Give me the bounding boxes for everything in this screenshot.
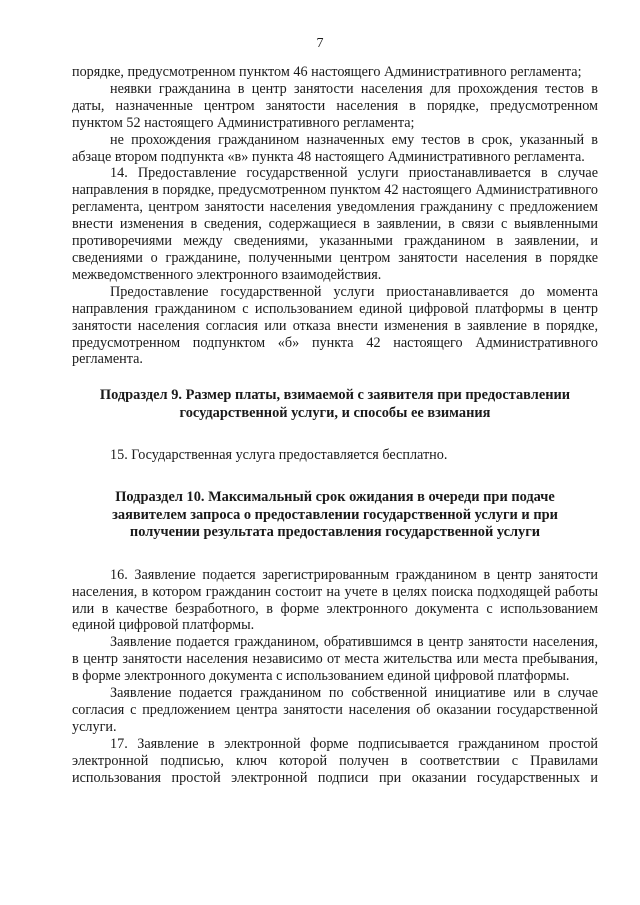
paragraph-no-show: неявки гражданина в центр занятости населения для прохождения тестов в даты, назначенные центром занятости населения в порядке, предусмотренном пунктом 52 настоящего Административного регламента; (72, 80, 598, 131)
paragraph-16: 16. Заявление подается зарегистрированным гражданином в центр занятости населения, в котором гражданин состоит на учете в целях поиска подходящей работы или в качестве безработного, в форме электронного документа с использованием единой цифровой платформы. (72, 566, 598, 634)
paragraph-15: 15. Государственная услуга предоставляется бесплатно. (110, 447, 448, 464)
heading-subsection-10-line1: Подраздел 10. Максимальный срок ожидания в очереди при подаче (115, 489, 555, 506)
paragraph-no-tests: не прохождения гражданином назначенных ему тестов в срок, указанный в абзаце втором подпункта «в» пункта 48 настоящего Административного регламента. (72, 131, 598, 165)
heading-subsection-9-line1: Подраздел 9. Размер платы, взимаемой с заявителя при предоставлении (99, 387, 571, 404)
paragraph-continuation: порядке, предусмотренном пунктом 46 настоящего Административного регламента; (72, 64, 582, 80)
paragraph-17: 17. Заявление в электронной форме подписывается гражданином простой электронной подписью, ключ которой получен в соответствии с Правилами использования простой электронной подписи при оказании государственных и (72, 735, 598, 786)
heading-subsection-9 (72, 387, 598, 422)
paragraph-16-any-center: Заявление подается гражданином, обратившимся в центр занятости населения, в центр занятости населения независимо от места жительства или места пребывания, в форме электронного документа с использованием единой цифровой платформы. (72, 634, 598, 685)
paragraph-16-initiative: Заявление подается гражданином по собственной инициативе или в случае согласия с предложением центра занятости населения об оказании государственной услуги. (72, 685, 598, 735)
heading-subsection-10-line3: получении результата предоставления государственной услуги (129, 524, 541, 541)
heading-subsection-10 (72, 489, 598, 542)
heading-subsection-10-line2: заявителем запроса о предоставлении государственной услуги и при (112, 506, 558, 523)
paragraph-14-suspension: Предоставление государственной услуги приостанавливается до момента направления гражданином с использованием единой цифровой платформы в центр занятости населения согласия или отказа внести изменения в заявление в порядке, предусмотренном подпунктом «б» пункта 42 настоящего Административного регламента. (72, 283, 598, 368)
paragraph-14: 14. Предоставление государственной услуги приостанавливается в случае направления в порядке, предусмотренном пунктом 42 настоящего Административного регламента, центром занятости населения уведомления гражданину с предложением внести изменения в сведения, содержащиеся в заявлении, в связи с выявленными противоречиями между сведениями, указанными гражданином в заявлении, и сведениями о гражданине, полученными центром занятости населения в порядке межведомственного электронного взаимодействия. (72, 165, 598, 283)
heading-subsection-9-line2: государственной услуги, и способы ее взимания (179, 404, 491, 421)
page-number: 7 (316, 36, 324, 51)
document-body (72, 64, 598, 787)
